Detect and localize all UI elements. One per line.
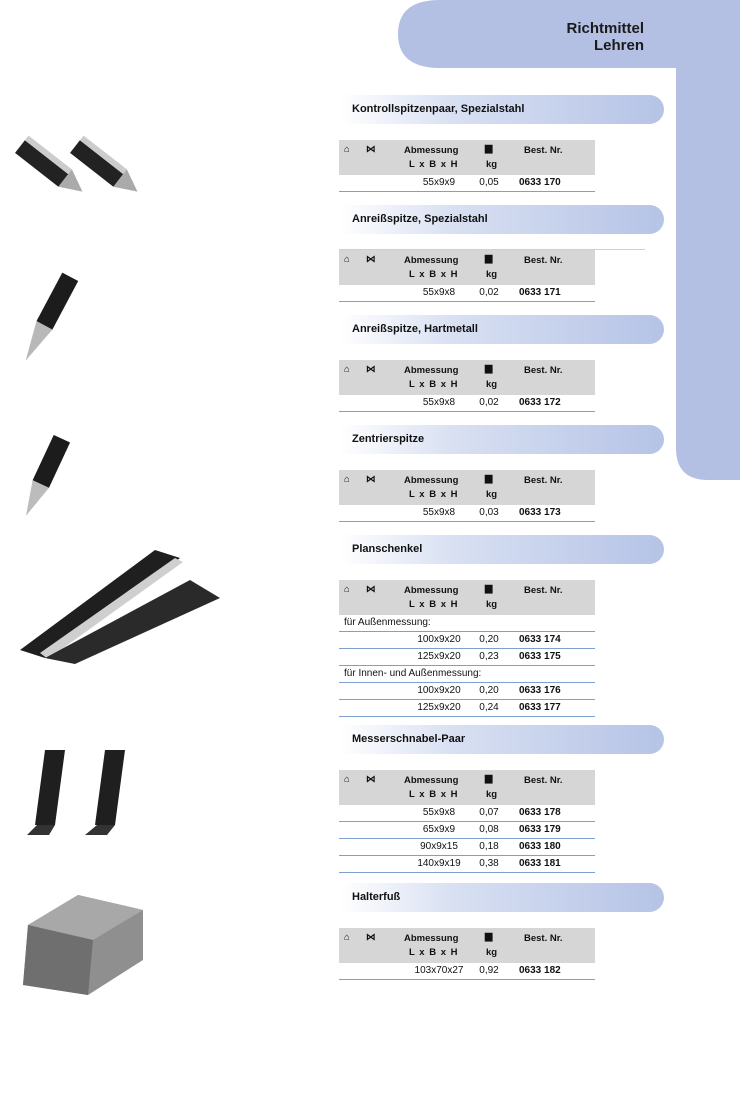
section-holder-foot <box>339 883 664 976</box>
weight-unit-header: kg <box>486 599 498 610</box>
table-row <box>339 963 595 980</box>
flat-leg-image <box>15 540 230 665</box>
dimension-cell: 55x9x8 <box>422 397 456 408</box>
group-note: für Außenmessung: <box>339 615 595 632</box>
weight-cell: 0,20 <box>479 634 499 645</box>
dimension-cell: 55x9x8 <box>422 287 456 298</box>
dimension-cell: 55x9x8 <box>422 807 456 818</box>
section-centering-point <box>339 425 664 518</box>
dimension-cell: 65x9x9 <box>422 824 456 835</box>
weight-icon: ▆ <box>485 931 493 942</box>
product-table <box>339 140 595 192</box>
centering-point-image <box>10 435 75 525</box>
table-row <box>339 683 595 700</box>
weight-unit-header: kg <box>486 789 498 800</box>
scale-icon: ⋈ <box>366 144 376 155</box>
dimension-cell: 90x9x15 <box>420 841 458 852</box>
product-table <box>339 470 595 522</box>
order-number-header: Best. Nr. <box>524 475 563 486</box>
order-number-cell: 0633 175 <box>519 651 561 662</box>
table-header <box>339 250 595 285</box>
order-number-header: Best. Nr. <box>524 145 563 156</box>
dimension-sub-header: L x B x H <box>409 947 459 958</box>
weight-unit-header: kg <box>486 947 498 958</box>
weight-unit-header: kg <box>486 159 498 170</box>
table-row <box>339 285 595 302</box>
order-number-cell: 0633 176 <box>519 685 561 696</box>
weight-icon: ▆ <box>485 583 493 594</box>
order-number-cell: 0633 178 <box>519 807 561 818</box>
table-row <box>339 839 595 856</box>
section-flat-leg <box>339 535 664 713</box>
scale-icon: ⋈ <box>366 932 376 943</box>
weight-cell: 0,92 <box>479 965 499 976</box>
section-scriber-carbide <box>339 315 664 408</box>
length-icon: ⌂ <box>344 364 350 375</box>
dimension-cell: 55x9x8 <box>422 507 456 518</box>
table-header <box>339 770 595 805</box>
order-number-cell: 0633 172 <box>519 397 561 408</box>
table-row <box>339 822 595 839</box>
table-row <box>339 505 595 522</box>
weight-icon: ▆ <box>485 773 493 784</box>
scale-icon: ⋈ <box>366 254 376 265</box>
table-row <box>339 395 595 412</box>
dimension-sub-header: L x B x H <box>409 489 459 500</box>
table-header <box>339 470 595 505</box>
length-icon: ⌂ <box>344 774 350 785</box>
dimension-cell: 100x9x20 <box>417 634 461 645</box>
section-scriber-steel <box>339 205 664 298</box>
table-row <box>339 175 595 192</box>
order-number-header: Best. Nr. <box>524 933 563 944</box>
knife-edge-pair-image <box>15 745 130 840</box>
section-title: Kontrollspitzenpaar, Spezialstahl <box>339 95 664 124</box>
product-table <box>339 250 595 302</box>
dimension-cell: 125x9x20 <box>417 702 461 713</box>
dimension-sub-header: L x B x H <box>409 599 459 610</box>
length-icon: ⌂ <box>344 474 350 485</box>
weight-unit-header: kg <box>486 269 498 280</box>
weight-unit-header: kg <box>486 489 498 500</box>
weight-icon: ▆ <box>485 253 493 264</box>
weight-cell: 0,24 <box>479 702 499 713</box>
length-icon: ⌂ <box>344 932 350 943</box>
dimension-sub-header: L x B x H <box>409 269 459 280</box>
weight-icon: ▆ <box>485 473 493 484</box>
dimension-header: Abmessung <box>404 145 459 156</box>
order-number-cell: 0633 177 <box>519 702 561 713</box>
length-icon: ⌂ <box>344 584 350 595</box>
weight-cell: 0,07 <box>479 807 499 818</box>
weight-cell: 0,38 <box>479 858 499 869</box>
order-number-cell: 0633 173 <box>519 507 561 518</box>
weight-cell: 0,05 <box>479 177 499 188</box>
dimension-header: Abmessung <box>404 365 459 376</box>
weight-cell: 0,03 <box>479 507 499 518</box>
order-number-header: Best. Nr. <box>524 775 563 786</box>
section-control-points <box>339 95 664 188</box>
order-number-cell: 0633 174 <box>519 634 561 645</box>
weight-cell: 0,08 <box>479 824 499 835</box>
weight-cell: 0,02 <box>479 287 499 298</box>
weight-cell: 0,18 <box>479 841 499 852</box>
dimension-cell: 140x9x19 <box>417 858 461 869</box>
table-row <box>339 649 595 666</box>
section-title: Halterfuß <box>339 883 664 912</box>
table-header <box>339 928 595 963</box>
order-number-header: Best. Nr. <box>524 365 563 376</box>
scale-icon: ⋈ <box>366 474 376 485</box>
scriber-steel-image <box>10 272 80 367</box>
product-table <box>339 928 595 980</box>
dimension-cell: 125x9x20 <box>417 651 461 662</box>
holder-foot-image <box>18 890 153 1000</box>
scale-icon: ⋈ <box>366 364 376 375</box>
dimension-header: Abmessung <box>404 933 459 944</box>
table-header <box>339 360 595 395</box>
order-number-cell: 0633 171 <box>519 287 561 298</box>
section-knife-edge-pair <box>339 725 664 869</box>
dimension-sub-header: L x B x H <box>409 379 459 390</box>
dimension-sub-header: L x B x H <box>409 159 459 170</box>
dimension-header: Abmessung <box>404 475 459 486</box>
dimension-sub-header: L x B x H <box>409 789 459 800</box>
control-points-image <box>10 115 145 210</box>
dimension-header: Abmessung <box>404 775 459 786</box>
chapter-title-line2: Lehren <box>593 37 644 54</box>
order-number-cell: 0633 180 <box>519 841 561 852</box>
order-number-header: Best. Nr. <box>524 255 563 266</box>
table-row <box>339 632 595 649</box>
group-note: für Innen- und Außenmessung: <box>339 666 595 683</box>
order-number-header: Best. Nr. <box>524 585 563 596</box>
dimension-cell: 103x70x27 <box>414 965 464 976</box>
dimension-cell: 100x9x20 <box>417 685 461 696</box>
weight-cell: 0,23 <box>479 651 499 662</box>
weight-icon: ▆ <box>485 143 493 154</box>
product-table <box>339 770 595 873</box>
table-row <box>339 700 595 717</box>
length-icon: ⌂ <box>344 254 350 265</box>
scale-icon: ⋈ <box>366 584 376 595</box>
order-number-cell: 0633 182 <box>519 965 561 976</box>
dimension-header: Abmessung <box>404 585 459 596</box>
section-title: Zentrierspitze <box>339 425 664 454</box>
dimension-cell: 55x9x9 <box>422 177 456 188</box>
section-title: Messerschnabel-Paar <box>339 725 664 754</box>
chapter-title-line1: Richtmittel <box>566 20 644 37</box>
order-number-cell: 0633 179 <box>519 824 561 835</box>
order-number-cell: 0633 170 <box>519 177 561 188</box>
section-title: Planschenkel <box>339 535 664 564</box>
section-title: Anreißspitze, Hartmetall <box>339 315 664 344</box>
length-icon: ⌂ <box>344 144 350 155</box>
section-title: Anreißspitze, Spezialstahl <box>339 205 664 234</box>
weight-cell: 0,02 <box>479 397 499 408</box>
order-number-cell: 0633 181 <box>519 858 561 869</box>
table-header <box>339 140 595 175</box>
table-row <box>339 805 595 822</box>
product-table <box>339 580 595 717</box>
table-header <box>339 580 595 615</box>
chapter-title <box>566 20 644 54</box>
table-row <box>339 856 595 873</box>
weight-unit-header: kg <box>486 379 498 390</box>
weight-icon: ▆ <box>485 363 493 374</box>
dimension-header: Abmessung <box>404 255 459 266</box>
weight-cell: 0,20 <box>479 685 499 696</box>
scale-icon: ⋈ <box>366 774 376 785</box>
product-table <box>339 360 595 412</box>
